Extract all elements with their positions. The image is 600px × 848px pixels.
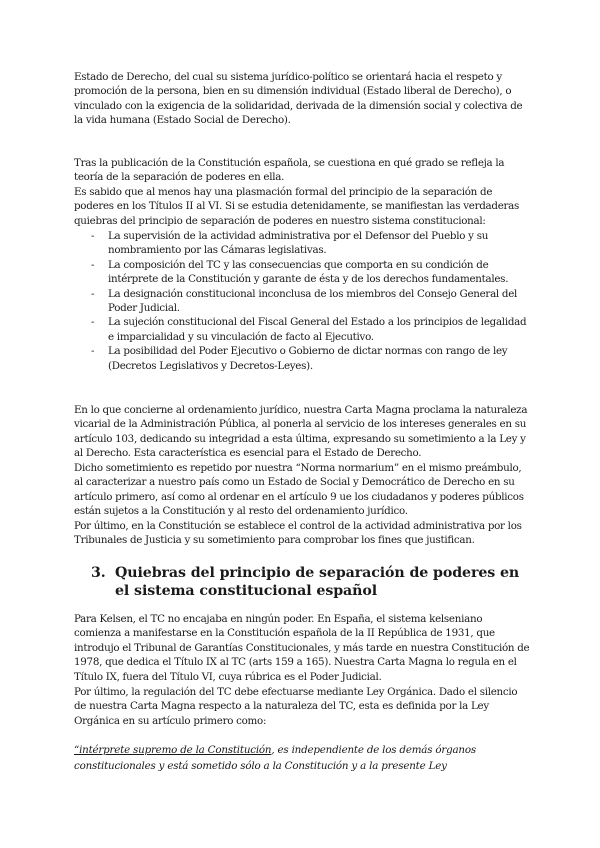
quote-underlined: “intérprete supremo de la Constitución (74, 744, 272, 756)
quote-rest: , es independiente de los demás órganos constitucionales y está sometido sólo a la Constitución y a la presente Ley (74, 744, 476, 772)
list-item (74, 229, 532, 258)
paragraph-publicacion-constitucion: Tras la publicación de la Constitución española, se cuestiona en qué grado se refleja la teoría de la separación de poderes en ella. (74, 157, 505, 184)
section-title: Quiebras del principio de separación de poderes en el sistema constitucional español (115, 565, 520, 599)
paragraph-norma-normarium: Dicho sometimiento es repetido por nuestra “Norma normarium” en el mismo preámbulo, al caracterizar a nuestro país como un Estado de Social y Democrático de Derecho en su artículo primero, así como al ordenar en el artículo 9 ue los ciudadanos y poderes públicos están sujetos a la Constitución y al resto del ordenamiento jurídico. (74, 462, 524, 518)
paragraph-kelsen: Para Kelsen, el TC no encajaba en ningún poder. En España, el sistema kelseniano comienza a manifestarse en la Constitución española de la II República de 1931, que introdujo el Tribunal de Garantías Constitucionales, y más tarde en nuestra Constitución de 1978, que dedica el Título IX al TC (arts 159 a 165). Nuestra Carta Magna lo regula en el Título IX, fuera del Título VI, cuya rúbrica es el Poder Judicial. (74, 613, 530, 683)
list-item-text: La sujeción constitucional del Fiscal General del Estado a los principios de legalidad e imparcialidad y su vinculación de facto al Ejecutivo. (108, 316, 527, 343)
paragraph-plasmacion-formal: Es sabido que al menos hay una plasmación formal del principio de la separación de poderes en los Títulos II al VI. Si se estudia detenidamente, se manifiestan las verdaderas quiebras del principio de separación de poderes en nuestro sistema constitucional: (74, 186, 520, 227)
bullet-dash: - (91, 230, 95, 242)
paragraph-control-actividad: Por último, en la Constitución se establece el control de la actividad administrativa por los Tribunales de Justicia y su sometimiento para comprobar los fines que justifican. (74, 520, 522, 547)
list-item-text: La designación constitucional inconclusa de los miembros del Consejo General del Poder Judicial. (108, 287, 518, 315)
list-item (74, 258, 532, 287)
quote-definicion-tc (74, 743, 532, 774)
list-item-text: La supervisión de la actividad administrativa por el Defensor del Pueblo y su nombramiento por las Cámaras legislativas. (108, 230, 489, 257)
list-item-text: La posibilidad del Poder Ejecutivo o Gobierno de dictar normas con rango de ley (Decretos Legislativos y Decretos-Leyes). (108, 345, 508, 372)
quiebras-list (74, 229, 532, 373)
list-item (74, 287, 532, 316)
paragraph-estado-derecho: Estado de Derecho, del cual su sistema jurídico-político se orientará hacia el respeto y promoción de la persona, bien en su dimensión individual (Estado liberal de Derecho), o vinculado con la exigencia de la solidaridad, derivada de la dimensión social y colectiva de la vida humana (Estado Social de Derecho). (74, 71, 523, 127)
bullet-dash: - (91, 345, 95, 358)
bullet-dash: - (91, 316, 95, 329)
paragraph-ordenamiento-juridico: En lo que concierne al ordenamiento jurídico, nuestra Carta Magna proclama la naturaleza vicarial de la Administración Pública, al ponerla al servicio de los intereses generales en su artículo 103, dedicando su integridad a esta última, expresando su sometimiento a la Ley y al Derecho. Esta característica es esencial para el Estado de Derecho. (74, 404, 528, 460)
list-item (74, 315, 532, 344)
list-item-text: La composición del TC y las consecuencias que comporta en su condición de intérprete de la Constitución y garante de ésta y de los derechos fundamentales. (108, 258, 509, 286)
section-number: 3. (91, 565, 106, 581)
bullet-dash: - (91, 287, 95, 300)
bullet-dash: - (91, 258, 95, 271)
paragraph-ley-organica: Por último, la regulación del TC debe efectuarse mediante Ley Orgánica. Dado el silencio de nuestra Carta Magna respecto a la naturaleza del TC, esta es definida por la Ley Orgánica en su artículo primero como: (74, 686, 518, 727)
list-item (74, 344, 532, 373)
section-heading (93, 564, 533, 600)
